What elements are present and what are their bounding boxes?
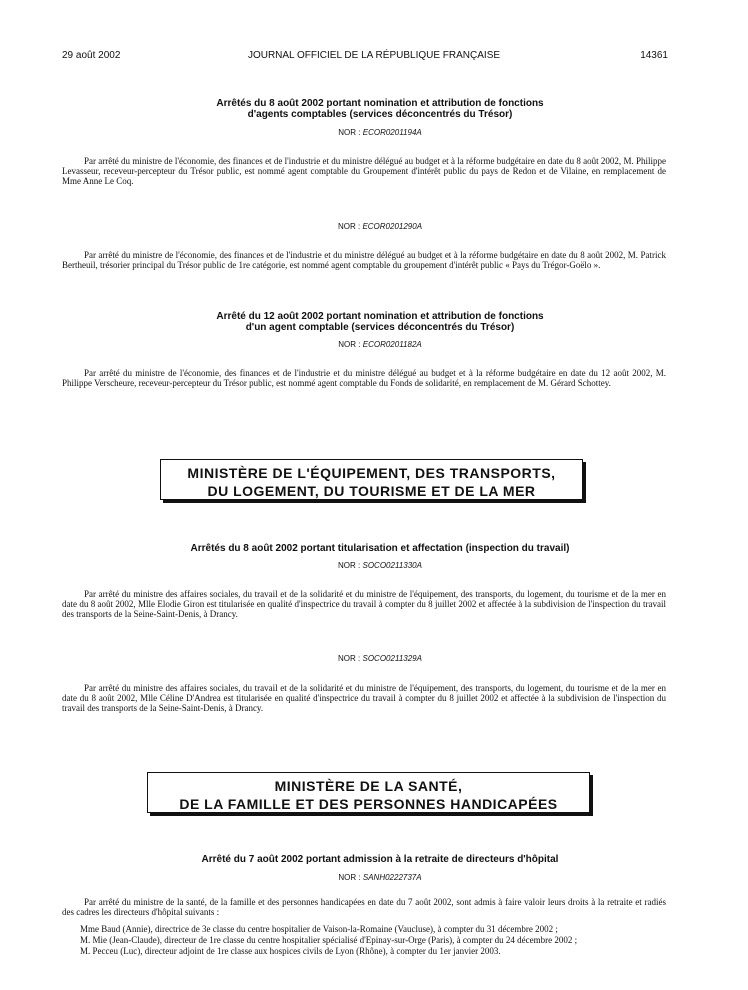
section1-nor2 <box>100 222 660 232</box>
nor-code: ECOR0201194A <box>362 128 422 137</box>
section2-title-line1: Arrêté du 12 août 2002 portant nomination et attribution de fonctions <box>216 311 544 322</box>
nor-code: SOCO0211329A <box>362 654 422 663</box>
nor-code: SOCO0211330A <box>362 561 422 570</box>
ministry-equipement-line1: MINISTÈRE DE L'ÉQUIPEMENT, DES TRANSPORTS, <box>187 465 556 481</box>
section3-nor2 <box>100 654 660 664</box>
section3-title: Arrêtés du 8 août 2002 portant titularisation et affectation (inspection du travail) <box>190 543 570 554</box>
nor-label: NOR : <box>338 128 361 137</box>
header-page-number: 14361 <box>640 50 668 61</box>
section1-title <box>100 98 660 120</box>
nor-label: NOR : <box>338 561 361 570</box>
section2-title <box>100 311 660 333</box>
nor-code: ECOR0201290A <box>362 222 423 231</box>
section1-paragraph1: Par arrêté du ministre de l'économie, des finances et de l'industrie et du ministre délégué au budget et à la réforme budgétaire en date du 8 août 2002, M. Philippe Levasseur, receveur-percepteur du Trésor public, est nommé agent comptable du Groupement d'intérêt public du pays de Redon et de Vilaine, en remplacement de Mme Anne Le Coq. <box>62 156 666 186</box>
ministry-equipement-box <box>160 459 583 500</box>
nor-code: SANH0222737A <box>362 873 422 882</box>
section4-paragraph: Par arrêté du ministre de la santé, de la famille et des personnes handicapées en date du 7 août 2002, sont admis à faire valoir leurs droits à la retraite et radiés des cadres les directeurs d'hôpital suivants : <box>62 897 666 917</box>
nor-label: NOR : <box>338 654 361 663</box>
section1-title-line2: d'agents comptables (services déconcentrés du Trésor) <box>247 109 513 120</box>
section3-paragraph2: Par arrêté du ministre des affaires sociales, du travail et de la solidarité et du ministre de l'équipement, des transports, du logement, du tourisme et de la mer en date du 8 août 2002, Mlle Céline D'Andrea est titularisée en qualité d'inspectrice du travail à compter du 8 juillet 2002 et affectée à la subdivision de l'inspection du travail des transports de la Seine-Saint-Denis, à Drancy. <box>62 683 666 713</box>
section1-nor1 <box>100 128 660 138</box>
list-item: M. Pecceu (Luc), directeur adjoint de 1re classe aux hospices civils de Lyon (Rhône), à compter du 1er janvier 2003. <box>80 946 501 956</box>
section4-nor <box>100 873 660 883</box>
ministry-sante-box <box>147 772 590 813</box>
nor-code: ECOR0201182A <box>362 340 422 349</box>
header-journal-title: JOURNAL OFFICIEL DE LA RÉPUBLIQUE FRANÇAISE <box>247 50 501 61</box>
section2-paragraph: Par arrêté du ministre de l'économie, des finances et de l'industrie et du ministre délégué au budget et à la réforme budgétaire en date du 12 août 2002, M. Philippe Verscheure, receveur-percepteur du Trésor public, est nommé agent comptable du Fonds de solidarité, en remplacement de M. Gérard Schottey. <box>62 368 666 388</box>
section4-title: Arrêté du 7 août 2002 portant admission à la retraite de directeurs d'hôpital <box>201 854 559 865</box>
header-date: 29 août 2002 <box>62 50 121 61</box>
section1-title-line1: Arrêtés du 8 août 2002 portant nomination et attribution de fonctions <box>216 98 544 109</box>
list-item: Mme Baud (Annie), directrice de 3e classe du centre hospitalier de Vaison-la-Romaine (Vaucluse), à compter du 31 décembre 2002 ; <box>80 924 558 934</box>
section1-paragraph2: Par arrêté du ministre de l'économie, des finances et de l'industrie et du ministre délégué au budget et à la réforme budgétaire en date du 8 août 2002, M. Patrick Bertheuil, trésorier principal du Trésor public de 1re catégorie, est nommé agent comptable du groupement d'intérêt public « Pays du Trégor-Goëlo ». <box>62 250 666 270</box>
section2-nor <box>100 340 660 350</box>
nor-label: NOR : <box>337 222 361 231</box>
ministry-equipement-line2: DU LOGEMENT, DU TOURISME ET DE LA MER <box>207 483 536 499</box>
section3-nor1 <box>100 561 660 571</box>
list-item: M. Mie (Jean-Claude), directeur de 1re classe du centre hospitalier spécialisé d'Epinay-sur-Orge (Paris), à compter du 24 décembre 2002 ; <box>80 935 578 945</box>
nor-label: NOR : <box>338 340 361 349</box>
section3-paragraph1: Par arrêté du ministre des affaires sociales, du travail et de la solidarité et du ministre de l'équipement, des transports, du logement, du tourisme et de la mer en date du 8 août 2002, Mlle Elodie Giron est titularisée en qualité d'inspectrice du travail à compter du 8 juillet 2002 et affectée à la subdivision de l'inspection du travail des transports de la Seine-Saint-Denis, à Drancy. <box>62 589 666 619</box>
nor-label: NOR : <box>338 873 361 882</box>
ministry-sante-line2: DE LA FAMILLE ET DES PERSONNES HANDICAPÉES <box>179 796 558 812</box>
ministry-sante-line1: MINISTÈRE DE LA SANTÉ, <box>274 778 463 794</box>
section2-title-line2: d'un agent comptable (services déconcentrés du Trésor) <box>245 322 515 333</box>
section4-director-list <box>80 924 666 957</box>
